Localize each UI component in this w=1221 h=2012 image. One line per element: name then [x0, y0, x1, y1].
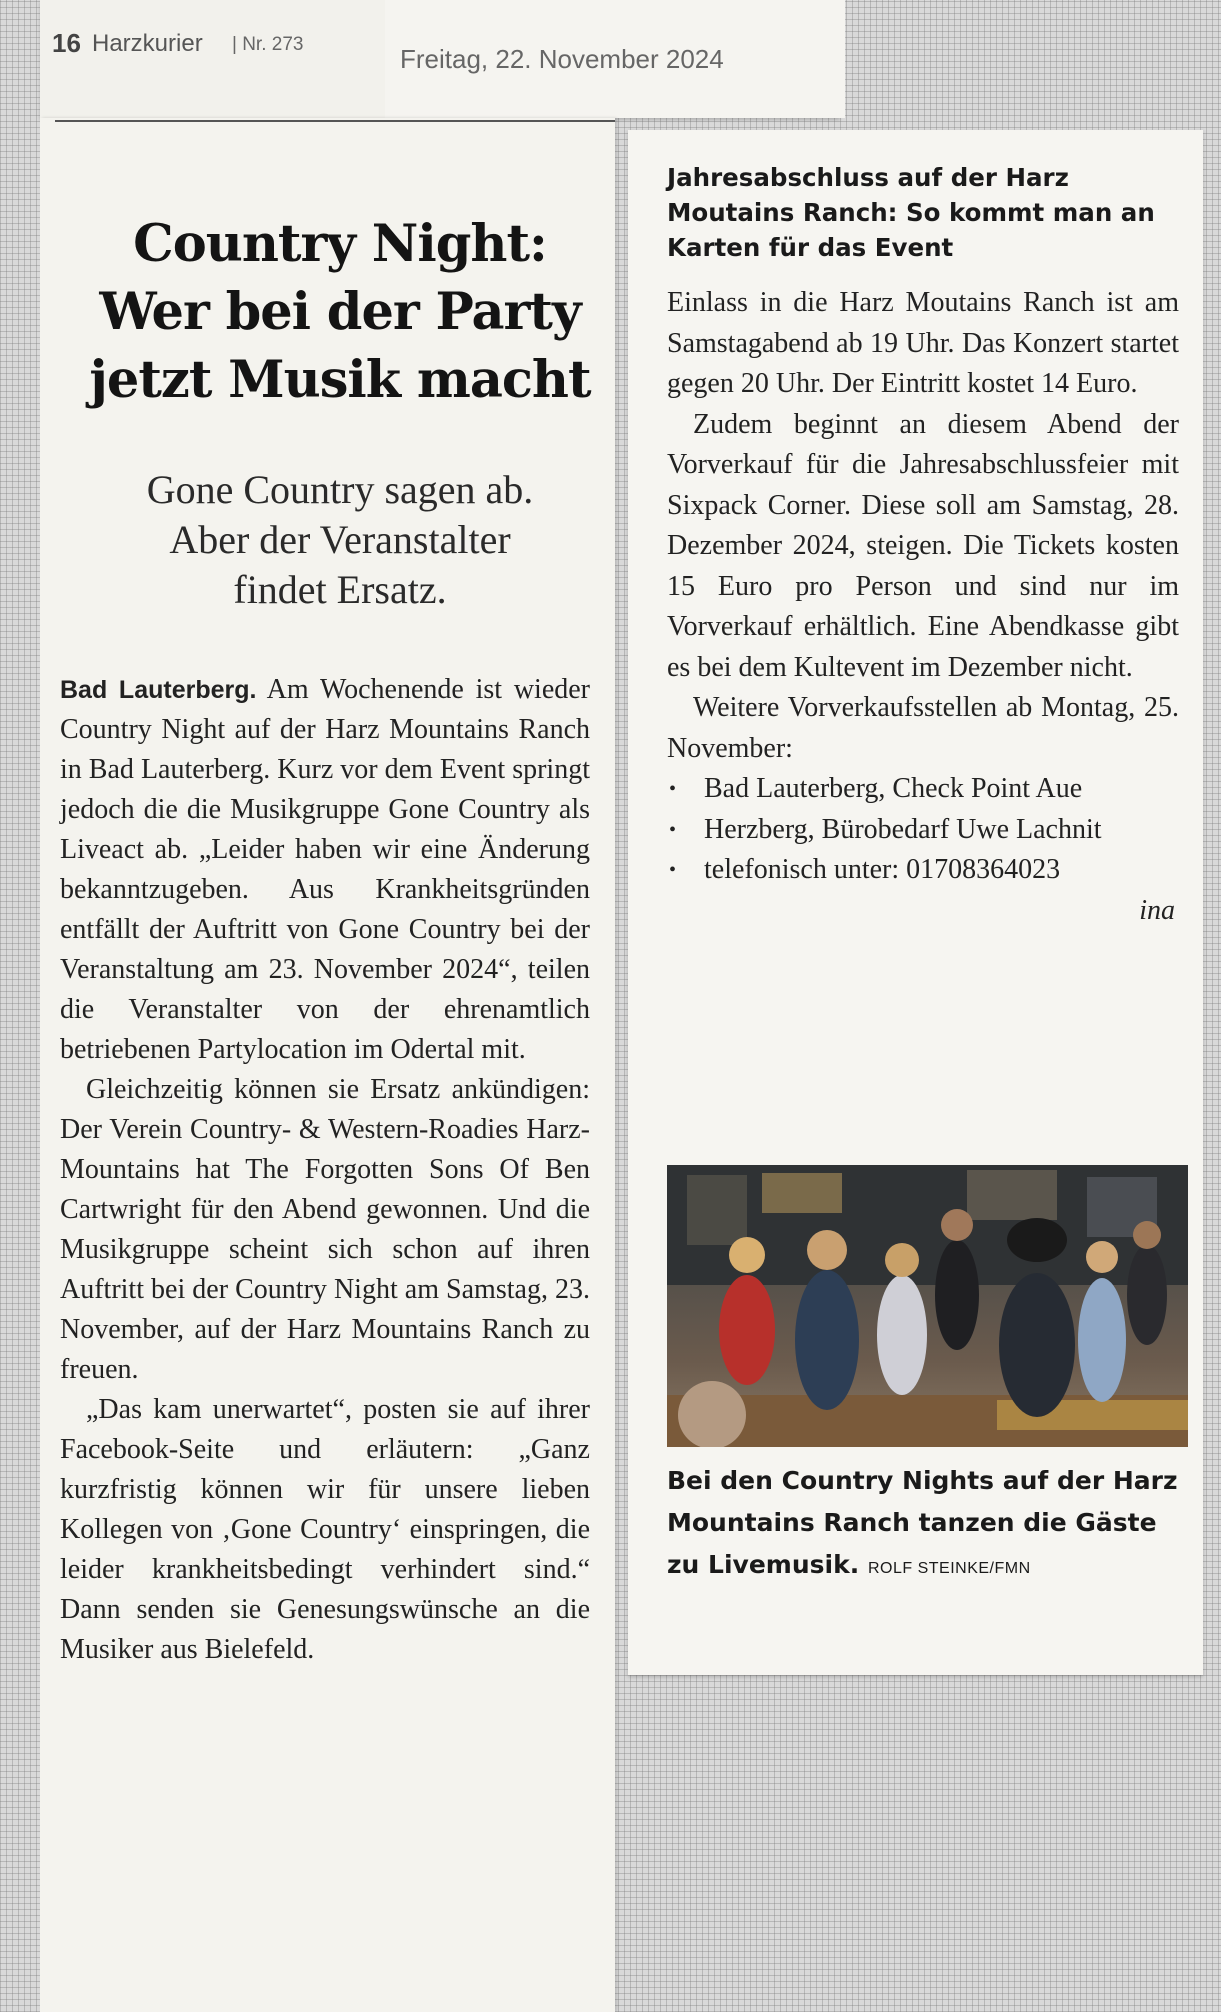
list-item: • Herzberg, Bürobedarf Uwe Lachnit — [667, 810, 1179, 851]
subheadline-line: Gone Country sagen ab. — [146, 467, 534, 512]
event-photo — [667, 1165, 1188, 1447]
paragraph-text: Am Wochenende ist wieder Country Night auf der Harz Mountains Ranch in Bad Lauterberg. Kurz vor dem Event springt jedoch die die Musikgruppe Gone Country als Liveact ab. „Leider haben wir eine Änderung bekanntzugeben. Aus Krankheitsgründen entfällt der Auftritt von Gone Country bei der Veranstaltung am 23. November 2024“, teilen die Veranstalter von der ehrenamtlich betriebenen Partylocation im Odertal mit. — [60, 674, 590, 1065]
subheadline-line: Aber der Veranstalter — [169, 517, 511, 562]
headline-line: Country Night: — [133, 214, 547, 274]
issue-number: | Nr. 273 — [232, 34, 304, 55]
header-rule — [55, 120, 615, 122]
page-number: 16 — [52, 28, 81, 58]
author-initials: ina — [1139, 894, 1175, 926]
article-body — [60, 670, 590, 1670]
headline-line: Wer bei der Party — [99, 282, 581, 342]
newspaper-name: Harzkurier — [92, 30, 203, 57]
body-paragraph: „Das kam unerwartet“, posten sie auf ihrer Facebook-Seite und erläutern: „Ganz kurzfristig können wir für unsere lieben Kollegen von ‚Gone Country‘ einspringen, die leider krankheitsbedingt verhindert sind.“ Dann senden sie Genesungswünsche an die Musiker aus Bielefeld. — [60, 1394, 590, 1665]
photo-credit: ROLF STEINKE/FMN — [867, 1560, 1031, 1577]
event-photo-illustration — [667, 1165, 1188, 1447]
article-subheadline — [80, 465, 600, 615]
body-paragraph: Zudem beginnt an diesem Abend der Vorverkauf für die Jahresabschlussfeier mit Sixpack Corner. Diese soll am Samstag, 28. Dezember 2024, steigen. Die Tickets kosten 15 Euro pro Person und sind nur im Vorverkauf erhältlich. Eine Abendkasse gibt es bei dem Kultevent im Dezember nicht. — [667, 408, 1179, 683]
caption-text: Bei den Country Nights auf der Harz Mountains Ranch tanzen die Gäste zu Livemusik. — [667, 1466, 1178, 1579]
sidebar-title: Jahresabschluss auf der Harz Moutains Ranch: So kommt man an Karten für das Event — [667, 163, 1155, 262]
list-item: • Bad Lauterberg, Check Point Aue — [667, 769, 1179, 810]
issue-date: Freitag, 22. November 2024 — [400, 44, 724, 74]
headline-line: jetzt Musik macht — [89, 350, 591, 410]
body-paragraph — [60, 670, 590, 1070]
list-item: • telefonisch unter: 01708364023 — [667, 850, 1179, 891]
body-paragraph: Gleichzeitig können sie Ersatz ankündigen: Der Verein Country- & Western-Roadies Harz-Mountains hat The Forgotten Sons Of Ben Cartwright für den Abend gewonnen. Und die Musikgruppe scheint sich schon auf ihren Auftritt bei der Country Night am Samstag, 23. November, auf der Harz Mountains Ranch zu freuen. — [60, 1074, 590, 1385]
dateline: Bad Lauterberg. — [60, 676, 257, 704]
subheadline-line: findet Ersatz. — [233, 567, 447, 612]
body-paragraph: Weitere Vorverkaufsstellen ab Montag, 25. November: — [667, 692, 1179, 764]
presale-list — [667, 769, 1179, 891]
photo-caption — [667, 1460, 1192, 1590]
sidebar-body — [667, 283, 1179, 931]
body-paragraph: Einlass in die Harz Moutains Ranch ist am Samstagabend ab 19 Uhr. Das Konzert startet gegen 20 Uhr. Der Eintritt kostet 14 Euro. — [667, 287, 1179, 399]
article-headline — [70, 210, 610, 414]
